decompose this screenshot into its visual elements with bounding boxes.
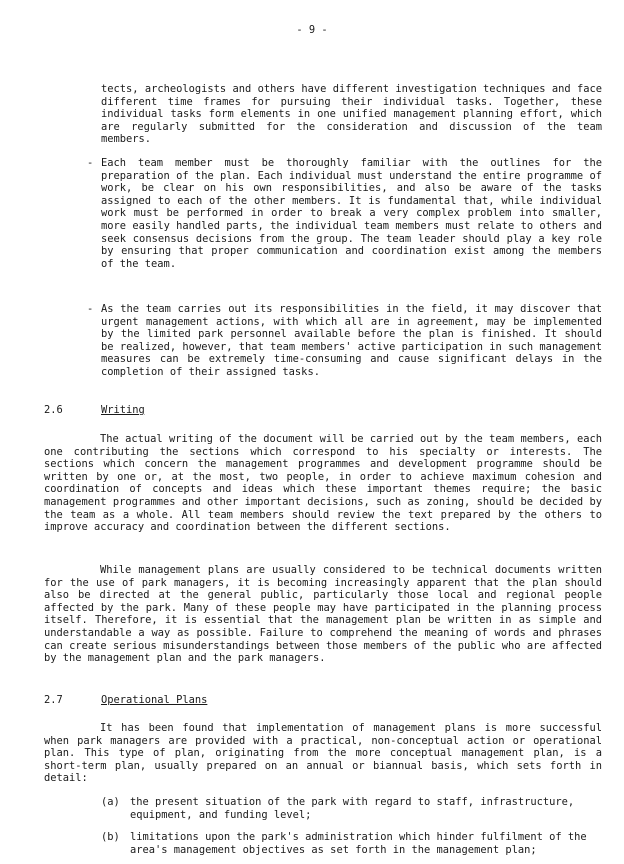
bullet-paragraph-1: Each team member must be thoroughly familiar with the outlines for the preparation of the plan. Each individual must understand the entire programme of work, be clear on his own responsibilities, and also be aware of the tasks assigned to each of the other members. It is fundamental that, while individual work must be performed in order to break a very complex problem into smaller, more easily handled parts, the individual team members must relate to others and seek consensus decisions from the group. The team leader should play a key role by ensuring that proper communication and coordination exist among the members of the team. — [101, 157, 602, 270]
section-2-7-number: 2.7 — [44, 694, 63, 706]
list-item-b-text: limitations upon the park's administration which hinder fulfilment of the area's management objectives as set forth in the management plan; — [130, 831, 587, 856]
section-2-6-paragraph-1: The actual writing of the document will be carried out by the team members, each one contributing the sections which correspond to his specialty or interests. The sections which concern the management programmes and development programme should be written by one or, at the most, two people, in order to achieve maximum cohesion and coordination of concepts and ideas which these important themes require; the basic management programmes and other important decisions, such as zoning, should be decided by the team as a whole. All team members should review the text prepared by the others to improve accuracy and coordination between the different sections. — [44, 433, 602, 534]
section-2-6-title: Writing — [101, 404, 145, 416]
page-number: - 9 - — [296, 24, 328, 36]
intro-paragraph: tects, archeologists and others have different investigation techniques and face different time frames for pursuing their individual tasks. Together, these individual tasks form elements in one unified management planning effort, which are regularly submitted for the consideration and discussion of the team members. — [101, 83, 602, 146]
list-item-a-label: (a) — [101, 796, 120, 808]
section-2-7-paragraph: It has been found that implementation of management plans is more successful when park managers are provided with a practical, non-conceptual action or operational plan. This type of plan, originating from the more conceptual management plan, is a short-term plan, usually prepared on an annual or biannual basis, which sets forth in detail: — [44, 722, 602, 785]
bullet-marker-1: - — [87, 157, 94, 169]
list-item-b-label: (b) — [101, 831, 120, 843]
bullet-marker-2: - — [87, 303, 94, 315]
section-2-6-paragraph-2: While management plans are usually considered to be technical documents written for the use of park managers, it is becoming increasingly apparent that the plan should also be directed at the general public, particularly those local and regional people affected by the park. Many of these people may have participated in the planning process itself. Therefore, it is essential that the management plan be written in as simple and understandable a way as possible. Failure to comprehend the meaning of words and phrases can create serious misunderstandings between those members of the public who are affected by the management plan and the park managers. — [44, 564, 602, 665]
bullet-paragraph-2: As the team carries out its responsibilities in the field, it may discover that urgent management actions, with which all are in agreement, may be implemented by the limited park personnel available before the plan is finished. It should be realized, however, that team members' active participation in such management measures can be extremely time-consuming and cause significant delays in the completion of their assigned tasks. — [101, 303, 602, 378]
section-2-7-title: Operational Plans — [101, 694, 208, 706]
section-2-6-number: 2.6 — [44, 404, 63, 416]
list-item-a-text: the present situation of the park with regard to staff, infrastructure, equipment, and funding level; — [130, 796, 575, 821]
